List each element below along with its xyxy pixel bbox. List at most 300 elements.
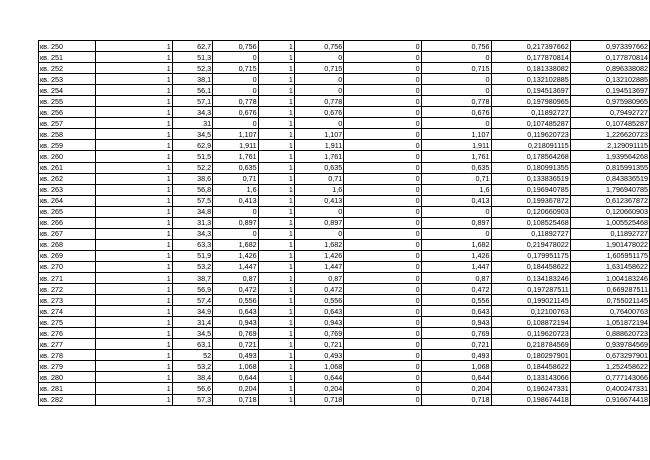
- table-row: [39, 140, 650, 151]
- cell-factor: 1: [258, 372, 294, 383]
- cell-apartment-label: кв. 250: [39, 41, 96, 52]
- cell-value-c: 0: [344, 228, 421, 239]
- cell-factor: 1: [258, 74, 294, 85]
- cell-area: 62,7: [172, 41, 212, 52]
- cell-value-c: 0: [344, 162, 421, 173]
- cell-value-b: 0,204: [294, 383, 343, 394]
- cell-total: 0,973397662: [570, 41, 649, 52]
- cell-value-b: 0,71: [294, 173, 343, 184]
- cell-area: 51,9: [172, 250, 212, 261]
- cell-area: 31,3: [172, 217, 212, 228]
- cell-value-a: 0,635: [213, 162, 258, 173]
- cell-value-d: 0,769: [421, 328, 491, 339]
- cell-value-b: 0,715: [294, 63, 343, 74]
- table-row: [39, 317, 650, 328]
- cell-value-b: 0,556: [294, 295, 343, 306]
- cell-value-d: 0,676: [421, 107, 491, 118]
- cell-factor: 1: [258, 295, 294, 306]
- cell-value-c: 0: [344, 184, 421, 195]
- cell-count: 1: [96, 217, 172, 228]
- cell-value-c: 0: [344, 217, 421, 228]
- cell-value-d: 0,778: [421, 96, 491, 107]
- cell-value-b: 0: [294, 85, 343, 96]
- cell-value-e: 0,119620723: [491, 129, 570, 140]
- cell-factor: 1: [258, 350, 294, 361]
- cell-value-b: 1,911: [294, 140, 343, 151]
- cell-apartment-label: кв. 259: [39, 140, 96, 151]
- cell-count: 1: [96, 140, 172, 151]
- cell-area: 34,3: [172, 107, 212, 118]
- cell-value-a: 0,643: [213, 306, 258, 317]
- cell-apartment-label: кв. 277: [39, 339, 96, 350]
- cell-value-d: 0,635: [421, 162, 491, 173]
- cell-value-b: 0,778: [294, 96, 343, 107]
- cell-factor: 1: [258, 284, 294, 295]
- cell-value-b: 0,413: [294, 195, 343, 206]
- cell-area: 57,4: [172, 295, 212, 306]
- cell-value-c: 0: [344, 383, 421, 394]
- cell-count: 1: [96, 317, 172, 328]
- cell-area: 38,4: [172, 372, 212, 383]
- cell-apartment-label: кв. 266: [39, 217, 96, 228]
- cell-value-d: 0: [421, 206, 491, 217]
- cell-count: 1: [96, 41, 172, 52]
- cell-value-b: 0: [294, 52, 343, 63]
- cell-value-b: 0,943: [294, 317, 343, 328]
- cell-value-d: 0,71: [421, 173, 491, 184]
- cell-value-c: 0: [344, 85, 421, 96]
- cell-area: 53,2: [172, 361, 212, 372]
- cell-value-c: 0: [344, 372, 421, 383]
- cell-area: 56,1: [172, 85, 212, 96]
- table-row: [39, 372, 650, 383]
- cell-apartment-label: кв. 276: [39, 328, 96, 339]
- cell-value-e: 0,12100763: [491, 306, 570, 317]
- table-row: [39, 173, 650, 184]
- table-row: [39, 272, 650, 283]
- cell-apartment-label: кв. 270: [39, 261, 96, 272]
- cell-value-b: 1,068: [294, 361, 343, 372]
- cell-value-e: 0,180991355: [491, 162, 570, 173]
- cell-value-e: 0,219478022: [491, 239, 570, 250]
- cell-factor: 1: [258, 85, 294, 96]
- cell-value-c: 0: [344, 261, 421, 272]
- cell-value-d: 0: [421, 85, 491, 96]
- cell-value-d: 0: [421, 118, 491, 129]
- cell-area: 51,3: [172, 52, 212, 63]
- cell-apartment-label: кв. 262: [39, 173, 96, 184]
- cell-value-c: 0: [344, 339, 421, 350]
- cell-factor: 1: [258, 317, 294, 328]
- table-row: [39, 52, 650, 63]
- cell-value-c: 0: [344, 129, 421, 140]
- cell-total: 0,669287511: [570, 284, 649, 295]
- table-row: [39, 228, 650, 239]
- cell-value-d: 0,897: [421, 217, 491, 228]
- cell-apartment-label: кв. 273: [39, 295, 96, 306]
- cell-factor: 1: [258, 239, 294, 250]
- table-row: [39, 339, 650, 350]
- cell-value-b: 0,643: [294, 306, 343, 317]
- cell-total: 1,051872194: [570, 317, 649, 328]
- cell-total: 0,916674418: [570, 394, 649, 405]
- cell-value-d: 1,068: [421, 361, 491, 372]
- cell-value-b: 0: [294, 206, 343, 217]
- cell-value-d: 0,721: [421, 339, 491, 350]
- cell-apartment-label: кв. 253: [39, 74, 96, 85]
- cell-value-e: 0,197980965: [491, 96, 570, 107]
- cell-value-d: 0,87: [421, 272, 491, 283]
- cell-count: 1: [96, 96, 172, 107]
- cell-value-e: 0,178564268: [491, 151, 570, 162]
- cell-value-e: 0,184458622: [491, 261, 570, 272]
- cell-value-e: 0,177870814: [491, 52, 570, 63]
- cell-value-e: 0,134183246: [491, 272, 570, 283]
- cell-total: 0,888620723: [570, 328, 649, 339]
- cell-factor: 1: [258, 107, 294, 118]
- cell-area: 56,6: [172, 383, 212, 394]
- cell-value-a: 0,676: [213, 107, 258, 118]
- cell-value-a: 1,6: [213, 184, 258, 195]
- cell-value-a: 0,71: [213, 173, 258, 184]
- cell-total: 0,79492727: [570, 107, 649, 118]
- table-row: [39, 195, 650, 206]
- table-row: [39, 361, 650, 372]
- cell-value-c: 0: [344, 41, 421, 52]
- cell-area: 34,8: [172, 206, 212, 217]
- cell-total: 0,755021145: [570, 295, 649, 306]
- cell-apartment-label: кв. 265: [39, 206, 96, 217]
- cell-value-d: 0,718: [421, 394, 491, 405]
- cell-factor: 1: [258, 173, 294, 184]
- cell-value-e: 0,199367872: [491, 195, 570, 206]
- table-row: [39, 217, 650, 228]
- cell-area: 31: [172, 118, 212, 129]
- cell-factor: 1: [258, 195, 294, 206]
- cell-value-d: 0,643: [421, 306, 491, 317]
- cell-total: 1,796940785: [570, 184, 649, 195]
- cell-value-e: 0,120660903: [491, 206, 570, 217]
- cell-count: 1: [96, 394, 172, 405]
- cell-value-a: 0: [213, 206, 258, 217]
- cell-value-c: 0: [344, 107, 421, 118]
- table-row: [39, 85, 650, 96]
- cell-value-b: 1,761: [294, 151, 343, 162]
- cell-total: 1,631458622: [570, 261, 649, 272]
- cell-total: 0,975980965: [570, 96, 649, 107]
- cell-total: 1,605951175: [570, 250, 649, 261]
- cell-apartment-label: кв. 257: [39, 118, 96, 129]
- table-row: [39, 295, 650, 306]
- cell-area: 57,5: [172, 195, 212, 206]
- cell-factor: 1: [258, 328, 294, 339]
- cell-area: 34,9: [172, 306, 212, 317]
- cell-apartment-label: кв. 258: [39, 129, 96, 140]
- cell-value-d: 0: [421, 52, 491, 63]
- cell-value-a: 0,715: [213, 63, 258, 74]
- cell-factor: 1: [258, 63, 294, 74]
- cell-value-a: 0,778: [213, 96, 258, 107]
- cell-total: 1,005525468: [570, 217, 649, 228]
- cell-value-d: 0,556: [421, 295, 491, 306]
- cell-value-e: 0,119620723: [491, 328, 570, 339]
- cell-count: 1: [96, 118, 172, 129]
- cell-value-c: 0: [344, 394, 421, 405]
- cell-value-b: 1,107: [294, 129, 343, 140]
- cell-value-c: 0: [344, 239, 421, 250]
- cell-value-a: 1,426: [213, 250, 258, 261]
- cell-total: 0,815991355: [570, 162, 649, 173]
- cell-area: 52,2: [172, 162, 212, 173]
- cell-value-e: 0,133143066: [491, 372, 570, 383]
- cell-area: 34,3: [172, 228, 212, 239]
- cell-count: 1: [96, 184, 172, 195]
- cell-value-e: 0,108872194: [491, 317, 570, 328]
- cell-total: 0,939784569: [570, 339, 649, 350]
- cell-area: 57,1: [172, 96, 212, 107]
- cell-count: 1: [96, 129, 172, 140]
- cell-area: 63,3: [172, 239, 212, 250]
- cell-area: 34,5: [172, 129, 212, 140]
- cell-count: 1: [96, 85, 172, 96]
- cell-value-e: 0,196247331: [491, 383, 570, 394]
- cell-area: 34,5: [172, 328, 212, 339]
- cell-area: 62,9: [172, 140, 212, 151]
- cell-count: 1: [96, 107, 172, 118]
- table-row: [39, 74, 650, 85]
- table-row: [39, 239, 650, 250]
- cell-value-b: 0,493: [294, 350, 343, 361]
- cell-value-d: 0,943: [421, 317, 491, 328]
- cell-value-b: 0: [294, 228, 343, 239]
- cell-area: 53,2: [172, 261, 212, 272]
- table-row: [39, 118, 650, 129]
- cell-value-e: 0,11892727: [491, 228, 570, 239]
- cell-value-b: 1,426: [294, 250, 343, 261]
- cell-count: 1: [96, 162, 172, 173]
- cell-apartment-label: кв. 272: [39, 284, 96, 295]
- cell-value-b: 0,718: [294, 394, 343, 405]
- cell-value-b: 1,447: [294, 261, 343, 272]
- cell-count: 1: [96, 173, 172, 184]
- cell-value-e: 0,181338082: [491, 63, 570, 74]
- cell-apartment-label: кв. 282: [39, 394, 96, 405]
- cell-factor: 1: [258, 394, 294, 405]
- table-row: [39, 383, 650, 394]
- cell-value-e: 0,11892727: [491, 107, 570, 118]
- cell-apartment-label: кв. 267: [39, 228, 96, 239]
- cell-apartment-label: кв. 274: [39, 306, 96, 317]
- table-row: [39, 350, 650, 361]
- cell-value-c: 0: [344, 284, 421, 295]
- cell-value-c: 0: [344, 250, 421, 261]
- cell-value-c: 0: [344, 140, 421, 151]
- table-row: [39, 250, 650, 261]
- cell-count: 1: [96, 250, 172, 261]
- cell-value-a: 0,721: [213, 339, 258, 350]
- cell-value-e: 0,179951175: [491, 250, 570, 261]
- cell-factor: 1: [258, 96, 294, 107]
- cell-value-c: 0: [344, 295, 421, 306]
- cell-value-b: 1,682: [294, 239, 343, 250]
- cell-total: 0,612367872: [570, 195, 649, 206]
- cell-value-d: 0: [421, 228, 491, 239]
- cell-total: 2,129091115: [570, 140, 649, 151]
- table-row: [39, 328, 650, 339]
- cell-count: 1: [96, 206, 172, 217]
- cell-value-b: 0,472: [294, 284, 343, 295]
- cell-count: 1: [96, 350, 172, 361]
- cell-total: 0,777143066: [570, 372, 649, 383]
- cell-value-e: 0,217397662: [491, 41, 570, 52]
- cell-area: 38,1: [172, 74, 212, 85]
- cell-value-d: 1,426: [421, 250, 491, 261]
- cell-value-e: 0,107485287: [491, 118, 570, 129]
- cell-value-e: 0,108525468: [491, 217, 570, 228]
- cell-value-d: 1,911: [421, 140, 491, 151]
- cell-area: 63,1: [172, 339, 212, 350]
- cell-apartment-label: кв. 251: [39, 52, 96, 63]
- cell-factor: 1: [258, 52, 294, 63]
- cell-value-a: 0,472: [213, 284, 258, 295]
- cell-value-e: 0,198674418: [491, 394, 570, 405]
- cell-value-c: 0: [344, 306, 421, 317]
- cell-value-c: 0: [344, 195, 421, 206]
- cell-value-a: 0,769: [213, 328, 258, 339]
- cell-apartment-label: кв. 254: [39, 85, 96, 96]
- table-row: [39, 41, 650, 52]
- cell-value-a: 0,644: [213, 372, 258, 383]
- cell-factor: 1: [258, 361, 294, 372]
- cell-total: 0,132102885: [570, 74, 649, 85]
- cell-value-d: 1,107: [421, 129, 491, 140]
- cell-factor: 1: [258, 339, 294, 350]
- cell-total: 1,901478022: [570, 239, 649, 250]
- cell-value-c: 0: [344, 96, 421, 107]
- cell-apartment-label: кв. 268: [39, 239, 96, 250]
- cell-value-c: 0: [344, 350, 421, 361]
- cell-value-e: 0,197287511: [491, 284, 570, 295]
- cell-total: 1,939564268: [570, 151, 649, 162]
- cell-area: 38,6: [172, 173, 212, 184]
- cell-factor: 1: [258, 140, 294, 151]
- table-row: [39, 162, 650, 173]
- cell-value-b: 0,897: [294, 217, 343, 228]
- apartment-data-table: [38, 40, 650, 406]
- cell-value-a: 0,556: [213, 295, 258, 306]
- cell-area: 31,4: [172, 317, 212, 328]
- cell-factor: 1: [258, 228, 294, 239]
- cell-value-e: 0,218784569: [491, 339, 570, 350]
- cell-value-d: 1,6: [421, 184, 491, 195]
- cell-apartment-label: кв. 279: [39, 361, 96, 372]
- cell-value-d: 1,447: [421, 261, 491, 272]
- cell-value-e: 0,196940785: [491, 184, 570, 195]
- cell-factor: 1: [258, 306, 294, 317]
- cell-value-a: 0,943: [213, 317, 258, 328]
- cell-factor: 1: [258, 41, 294, 52]
- cell-value-c: 0: [344, 272, 421, 283]
- cell-value-c: 0: [344, 52, 421, 63]
- cell-apartment-label: кв. 260: [39, 151, 96, 162]
- cell-total: 1,226620723: [570, 129, 649, 140]
- cell-value-d: 0,493: [421, 350, 491, 361]
- table-row: [39, 306, 650, 317]
- table-row: [39, 394, 650, 405]
- cell-value-d: 0: [421, 74, 491, 85]
- cell-apartment-label: кв. 252: [39, 63, 96, 74]
- cell-apartment-label: кв. 261: [39, 162, 96, 173]
- cell-value-e: 0,133836519: [491, 173, 570, 184]
- cell-total: 0,400247331: [570, 383, 649, 394]
- cell-value-b: 0,644: [294, 372, 343, 383]
- cell-value-d: 1,761: [421, 151, 491, 162]
- cell-count: 1: [96, 228, 172, 239]
- cell-count: 1: [96, 63, 172, 74]
- cell-apartment-label: кв. 263: [39, 184, 96, 195]
- table-body: [39, 41, 650, 406]
- cell-count: 1: [96, 328, 172, 339]
- table-row: [39, 151, 650, 162]
- table-row: [39, 96, 650, 107]
- cell-total: 0,76400763: [570, 306, 649, 317]
- cell-value-c: 0: [344, 317, 421, 328]
- cell-count: 1: [96, 383, 172, 394]
- cell-value-d: 0,413: [421, 195, 491, 206]
- cell-value-c: 0: [344, 361, 421, 372]
- cell-value-e: 0,180297901: [491, 350, 570, 361]
- cell-value-e: 0,199021145: [491, 295, 570, 306]
- cell-count: 1: [96, 151, 172, 162]
- cell-count: 1: [96, 284, 172, 295]
- cell-count: 1: [96, 295, 172, 306]
- cell-value-b: 0,635: [294, 162, 343, 173]
- cell-value-a: 0: [213, 85, 258, 96]
- cell-value-c: 0: [344, 151, 421, 162]
- cell-factor: 1: [258, 129, 294, 140]
- cell-value-a: 1,911: [213, 140, 258, 151]
- cell-value-e: 0,194513697: [491, 85, 570, 96]
- cell-factor: 1: [258, 383, 294, 394]
- cell-apartment-label: кв. 256: [39, 107, 96, 118]
- cell-value-a: 0,204: [213, 383, 258, 394]
- cell-value-a: 1,068: [213, 361, 258, 372]
- cell-apartment-label: кв. 278: [39, 350, 96, 361]
- table-row: [39, 63, 650, 74]
- cell-count: 1: [96, 339, 172, 350]
- cell-total: 0,120660903: [570, 206, 649, 217]
- cell-value-e: 0,184458622: [491, 361, 570, 372]
- cell-area: 38,7: [172, 272, 212, 283]
- cell-value-b: 0,676: [294, 107, 343, 118]
- cell-count: 1: [96, 195, 172, 206]
- cell-area: 57,3: [172, 394, 212, 405]
- cell-value-c: 0: [344, 118, 421, 129]
- cell-value-a: 0: [213, 228, 258, 239]
- table-row: [39, 107, 650, 118]
- cell-value-c: 0: [344, 328, 421, 339]
- table-row: [39, 184, 650, 195]
- cell-count: 1: [96, 372, 172, 383]
- cell-value-d: 0,715: [421, 63, 491, 74]
- cell-value-a: 1,682: [213, 239, 258, 250]
- cell-value-d: 0,204: [421, 383, 491, 394]
- cell-total: 0,194513697: [570, 85, 649, 96]
- cell-value-a: 1,107: [213, 129, 258, 140]
- cell-factor: 1: [258, 151, 294, 162]
- cell-factor: 1: [258, 118, 294, 129]
- cell-value-b: 1,6: [294, 184, 343, 195]
